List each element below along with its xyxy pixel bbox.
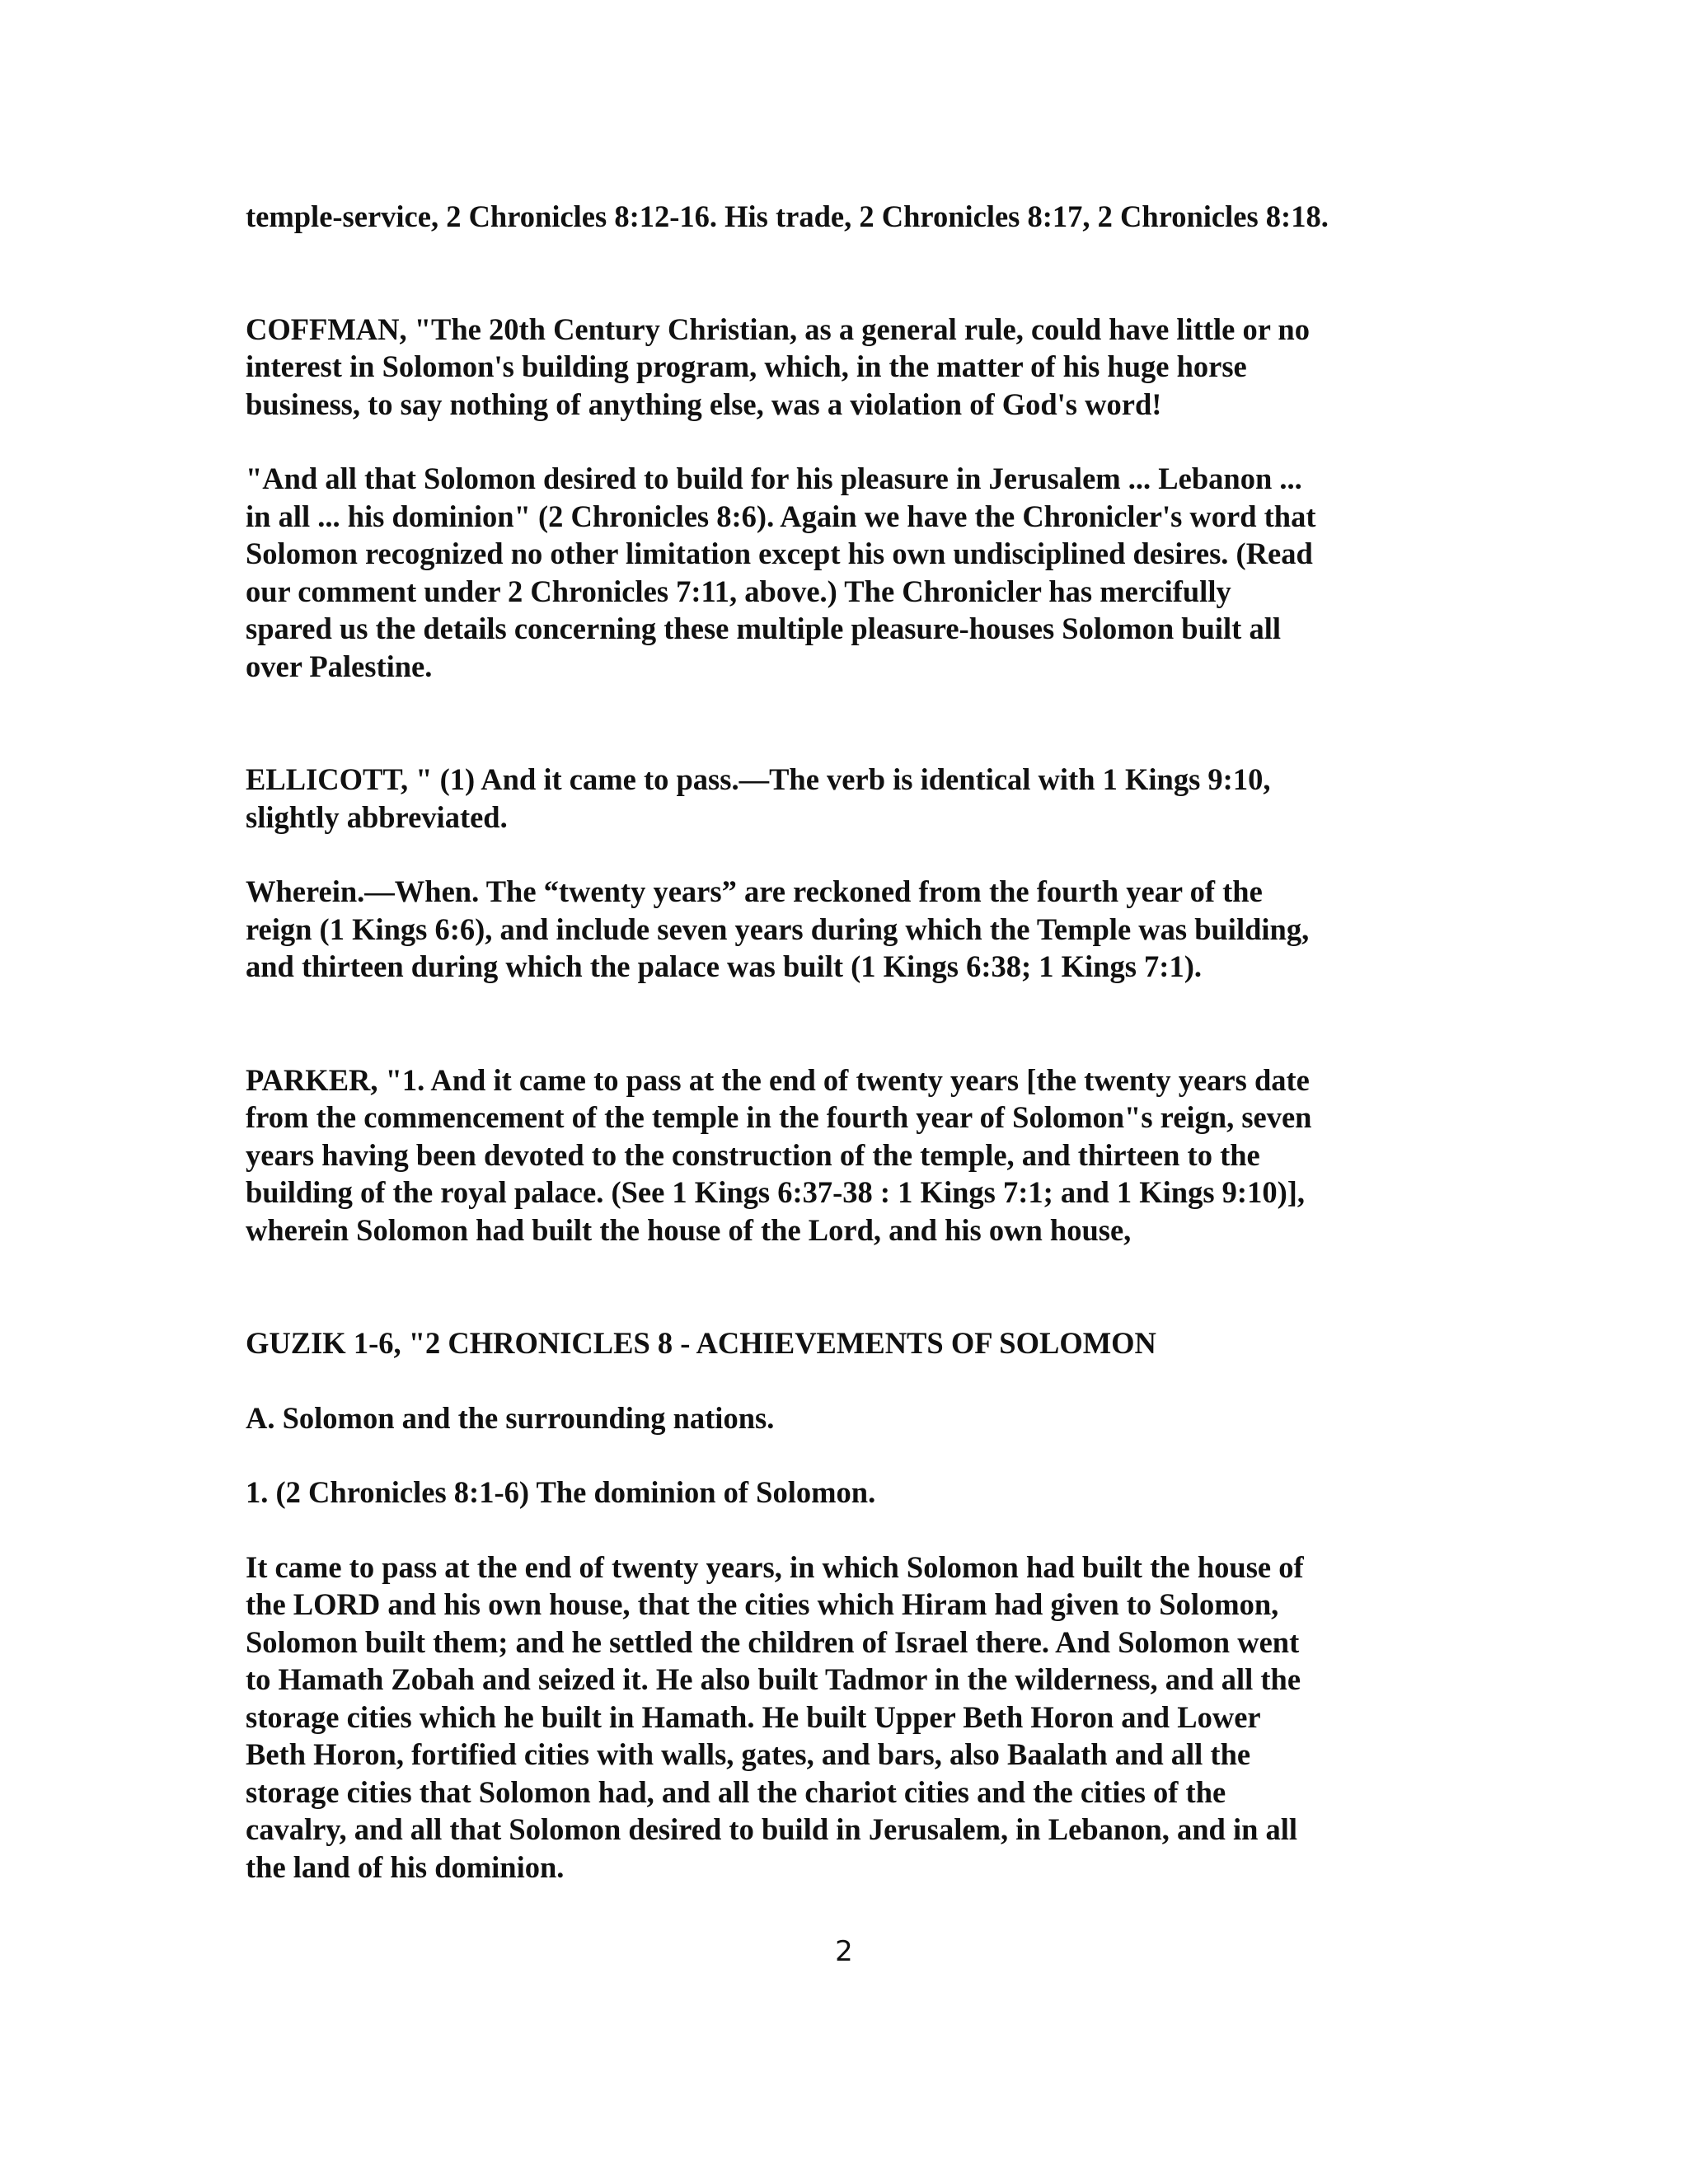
paragraph-line: spared us the details concerning these multiple pleasure-houses Solomon built all <box>246 612 1281 645</box>
paragraph-line: our comment under 2 Chronicles 7:11, above.) The Chronicler has mercifully <box>246 574 1231 608</box>
paragraph-line: Solomon recognized no other limitation except his own undisciplined desires. (Read <box>246 537 1313 570</box>
guzik-section-a-paragraph <box>246 1399 1449 1437</box>
paragraph-line: slightly abbreviated. <box>246 799 508 834</box>
paragraph-line: the land of his dominion. <box>246 1849 565 1884</box>
ellicott-wherein-paragraph <box>246 873 1449 986</box>
paragraph-line: over Palestine. <box>246 649 433 683</box>
paragraph-line: storage cities that Solomon had, and all the chariot cities and the cities of the <box>246 1774 1226 1809</box>
point-heading: 1. (2 Chronicles 8:1-6) The dominion of Solomon. <box>246 1475 876 1509</box>
guzik-scripture-paragraph <box>246 1549 1449 1886</box>
paragraph-line: It came to pass at the end of twenty years, in which Solomon had built the house of <box>246 1549 1304 1584</box>
paragraph-line: ELLICOTT, " (1) And it came to pass.—The verb is identical with 1 Kings 9:10, <box>246 762 1271 796</box>
paragraph-line: the LORD and his own house, that the cities which Hiram had given to Solomon, <box>246 1587 1279 1621</box>
coffman-comment-paragraph <box>246 460 1449 685</box>
guzik-title-paragraph <box>246 1324 1449 1362</box>
paragraph-line: wherein Solomon had built the house of the Lord, and his own house, <box>246 1212 1132 1247</box>
paragraph-line: and thirteen during which the palace was built (1 Kings 6:38; 1 Kings 7:1). <box>246 949 1202 983</box>
paragraph-line: building of the royal palace. (See 1 Kings 6:37-38 : 1 Kings 7:1; and 1 Kings 9:10)], <box>246 1175 1306 1209</box>
paragraph-line: storage cities which he built in Hamath. He built Upper Beth Horon and Lower <box>246 1699 1261 1734</box>
guzik-point-1-paragraph <box>246 1474 1449 1511</box>
paragraph-line: Solomon built them; and he settled the children of Israel there. And Solomon went <box>246 1624 1300 1659</box>
paragraph-line: interest in Solomon's building program, which, in the matter of his huge horse <box>246 349 1247 383</box>
summary-line: temple-service, 2 Chronicles 8:12-16. His trade, 2 Chronicles 8:17, 2 Chronicles 8:18. <box>246 199 1329 233</box>
paragraph-line: cavalry, and all that Solomon desired to build in Jerusalem, in Lebanon, and in all <box>246 1812 1298 1846</box>
paragraph-line: business, to say nothing of anything else, was a violation of God's word! <box>246 387 1162 421</box>
paragraph-line: Wherein.—When. The “twenty years” are reckoned from the fourth year of the <box>246 874 1263 908</box>
paragraph-line: COFFMAN, "The 20th Century Christian, as a general rule, could have little or no <box>246 312 1310 346</box>
parker-paragraph <box>246 1062 1449 1249</box>
subsection-heading: A. Solomon and the surrounding nations. <box>246 1400 775 1435</box>
paragraph-line: in all ... his dominion" (2 Chronicles 8:6). Again we have the Chronicler's word that <box>246 499 1316 533</box>
page-number: 2 <box>835 1935 853 1968</box>
paragraph-line: PARKER, "1. And it came to pass at the end of twenty years [the twenty years date <box>246 1062 1310 1097</box>
paragraph-line: Beth Horon, fortified cities with walls, gates, and bars, also Baalath and all the <box>246 1737 1251 1771</box>
page-body <box>246 198 1449 1886</box>
paragraph-line: "And all that Solomon desired to build for his pleasure in Jerusalem ... Lebanon ... <box>246 462 1302 495</box>
paragraph-line: from the commencement of the temple in the fourth year of Solomon"s reign, seven <box>246 1100 1312 1134</box>
paragraph-line: to Hamath Zobah and seized it. He also built Tadmor in the wilderness, and all the <box>246 1662 1301 1696</box>
ellicott-intro-paragraph <box>246 761 1449 836</box>
paragraph-line: reign (1 Kings 6:6), and include seven years during which the Temple was building, <box>246 912 1310 946</box>
section-heading: GUZIK 1-6, "2 CHRONICLES 8 - ACHIEVEMENTS OF SOLOMON <box>246 1326 1156 1360</box>
paragraph-line: years having been devoted to the construction of the temple, and thirteen to the <box>246 1137 1260 1172</box>
coffman-intro-paragraph <box>246 311 1449 424</box>
